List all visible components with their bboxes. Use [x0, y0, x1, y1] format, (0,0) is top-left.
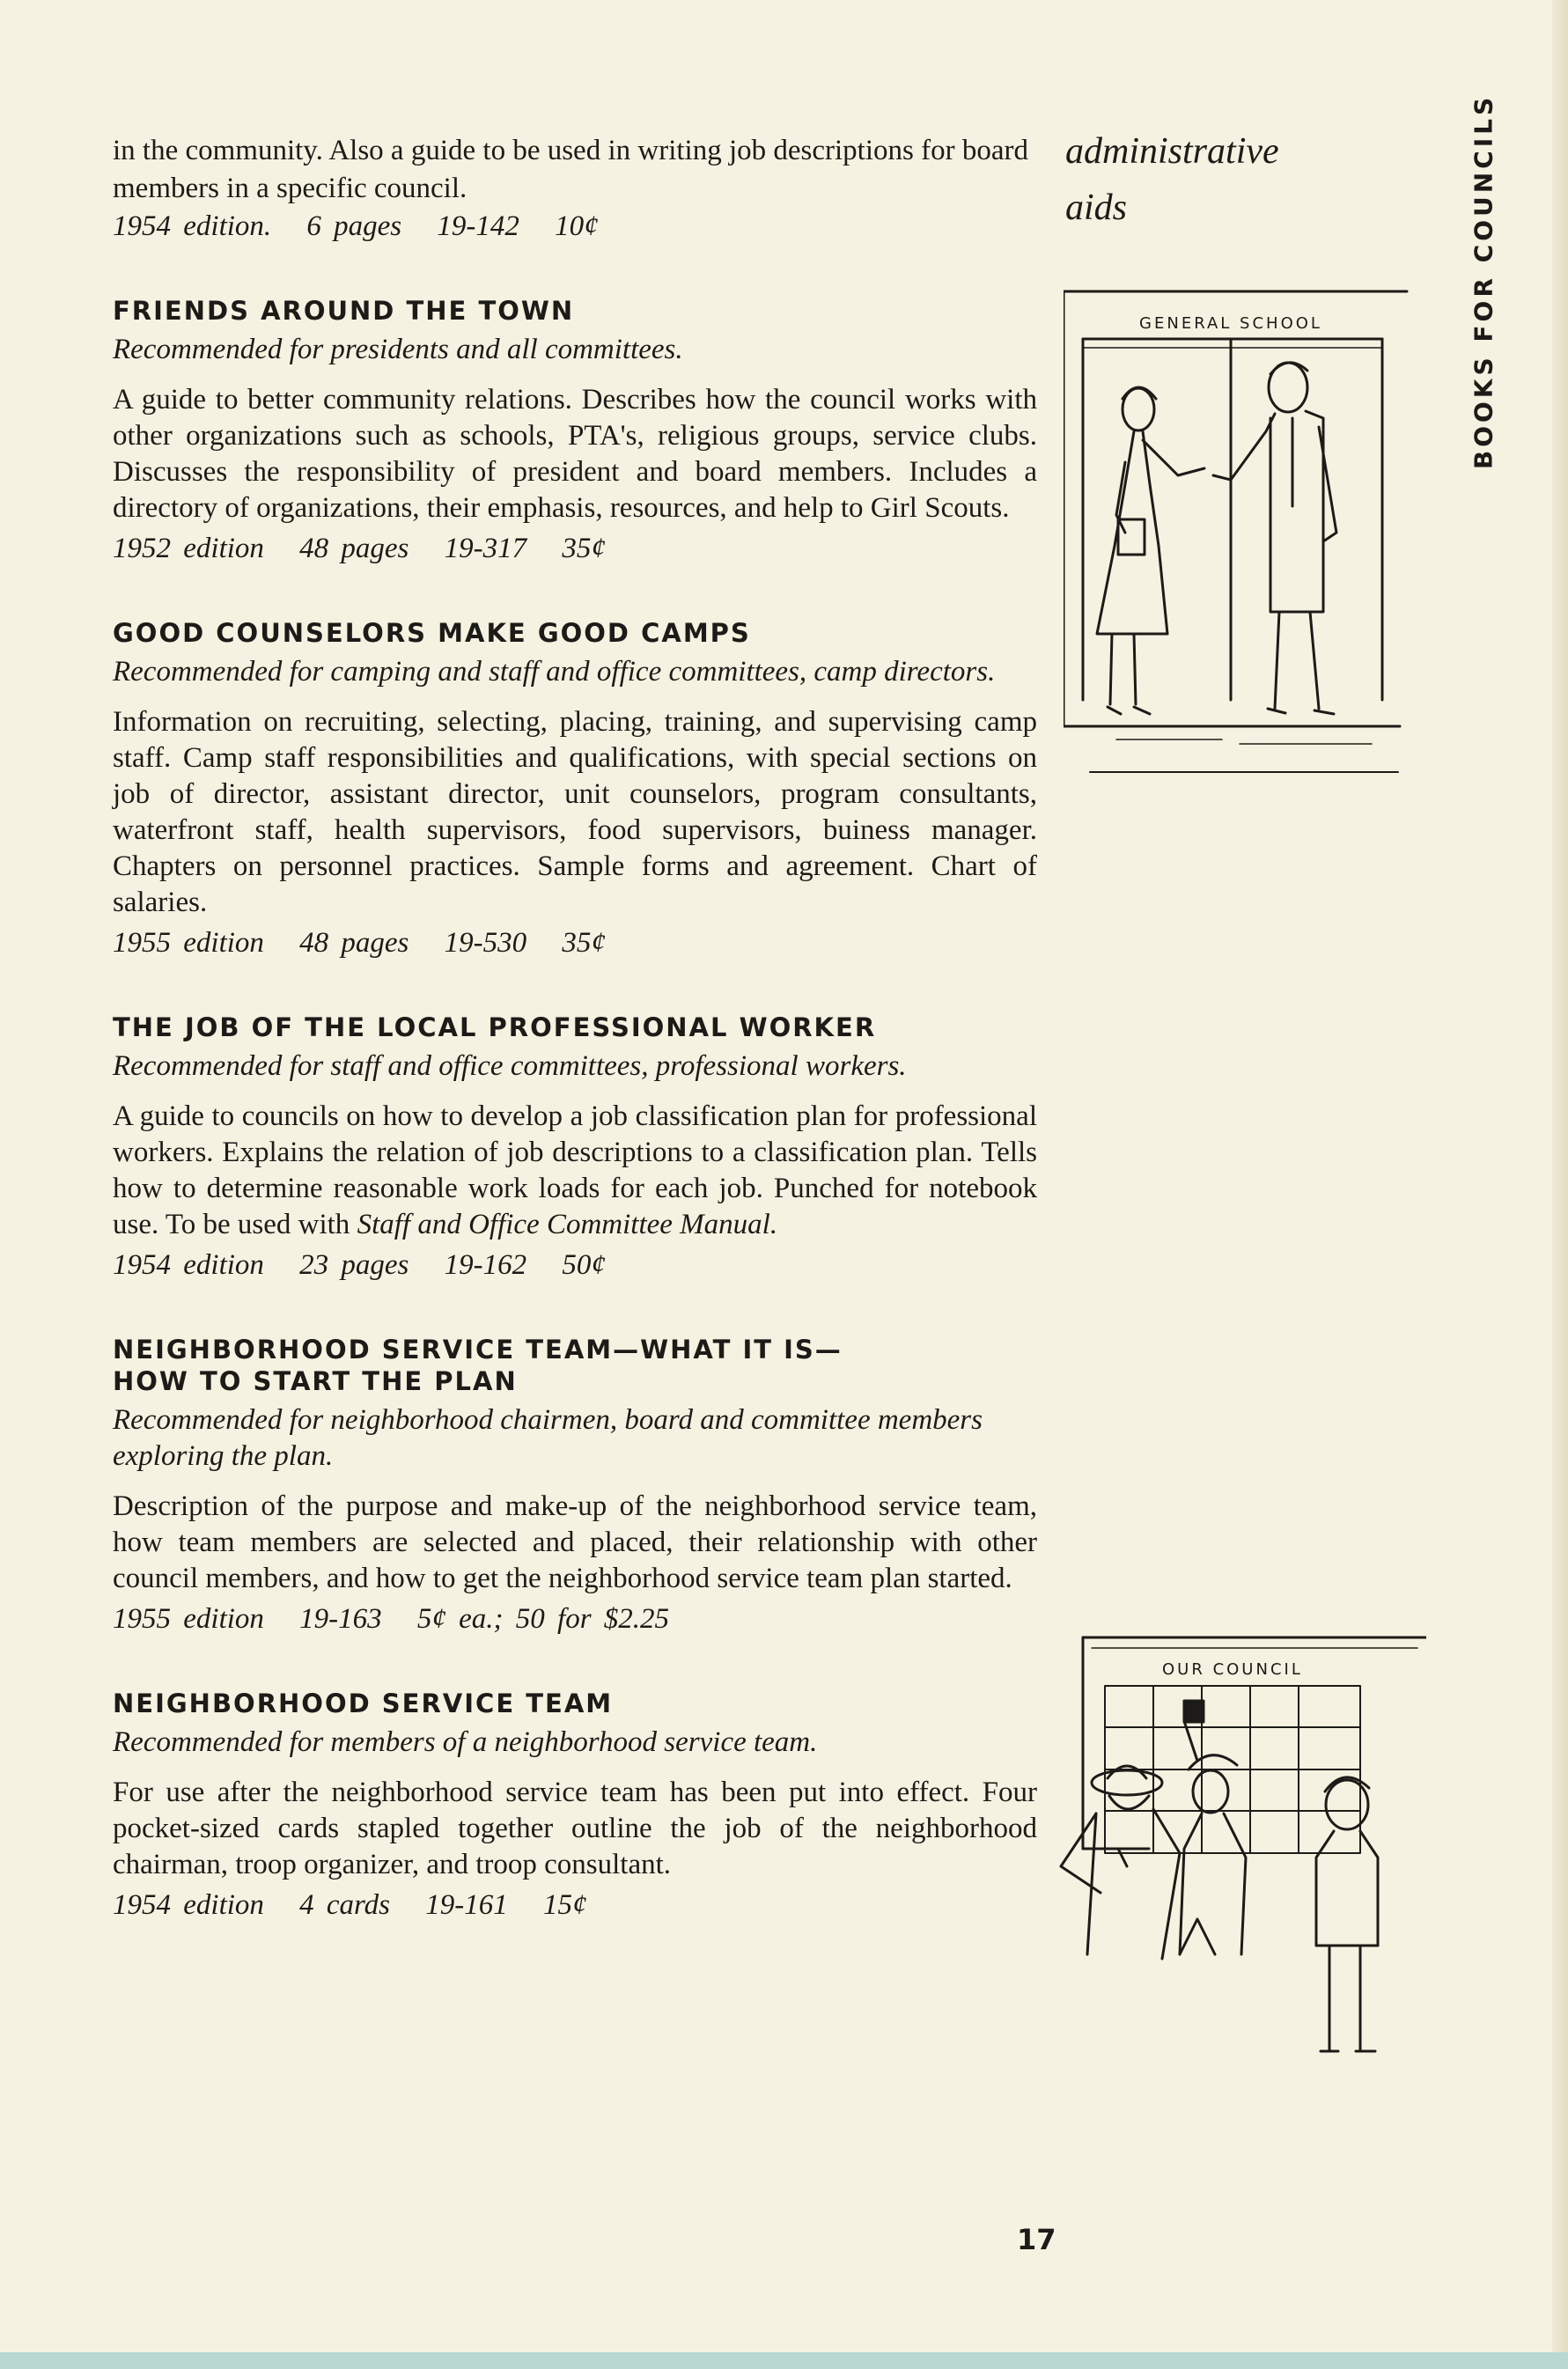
main-column: [113, 132, 1037, 1924]
edition: 1952 edition: [113, 533, 264, 564]
entry-title: FRIENDS AROUND THE TOWN: [113, 296, 575, 326]
entry-meta: [113, 924, 1037, 962]
intro-meta: [113, 208, 1037, 246]
book-entry: [113, 1688, 1037, 1924]
page-count: 48 pages: [299, 927, 409, 959]
catalog-code: 19-163: [299, 1603, 382, 1635]
entry-meta: [113, 1887, 1037, 1924]
entry-title: NEIGHBORHOOD SERVICE TEAM: [113, 1688, 614, 1718]
entry-description: Description of the purpose and make-up of the neighborhood service team, how team members are selected and placed, their relationship with other council members, and how to get the neighborhood service team plan started.: [113, 1490, 1037, 1594]
council-board-illustration: [1056, 1620, 1426, 2113]
book-entry: [113, 1012, 1037, 1284]
svg-text:OUR COUNCIL: OUR COUNCIL: [1162, 1660, 1303, 1679]
price: 10¢: [555, 210, 599, 242]
price: 35¢: [562, 533, 606, 564]
entry-recommended: Recommended for camping and staff and office committees, camp directors.: [113, 656, 996, 688]
entry-recommended: Recommended for staff and office committees, professional workers.: [113, 1050, 907, 1082]
intro-continuation: [113, 132, 1037, 246]
entry-description-text: A guide to councils on how to develop a job classification plan for professional workers. Explains the relation of job descriptions to a classification plan. Tells how to determine reasonable work loads for each job. Punched for notebook use. To be used with: [113, 1100, 1037, 1240]
intro-text: in the community. Also a guide to be used in writing job descriptions for board members in a specific council.: [113, 135, 1028, 204]
svg-text:GENERAL SCHOOL: GENERAL SCHOOL: [1139, 314, 1322, 333]
page-count: 23 pages: [299, 1249, 409, 1281]
entry-title: [113, 1334, 1037, 1397]
entry-recommended: Recommended for neighborhood chairmen, board and committee members exploring the plan.: [113, 1404, 983, 1472]
catalog-code: 19-162: [444, 1249, 527, 1281]
handshake-illustration: [1064, 286, 1416, 779]
page-edge: [1552, 0, 1568, 2369]
edition: 1954 edition.: [113, 210, 272, 242]
entry-description: Information on recruiting, selecting, placing, training, and supervising camp staff. Camp staff responsibilities and qualifications, with special sections on job of director, assistant director, unit counselors, program consultants, waterfront staff, health supervisors, food supervisors, buiness manager. Chapters on personnel practices. Sample forms and agreement. Chart of salaries.: [113, 706, 1037, 918]
price: 15¢: [543, 1889, 587, 1921]
edition: 1954 edition: [113, 1249, 264, 1281]
entry-description: A guide to better community relations. Describes how the council works with other organizations such as schools, PTA's, religious groups, service clubs. Discusses the responsibility of president and board members. Includes a directory of organizations, their emphasis, resources, and help to Girl Scouts.: [113, 384, 1037, 524]
catalog-code: 19-161: [425, 1889, 508, 1921]
chapter-tab-label: BOOKS FOR COUNCILS: [1469, 93, 1498, 470]
edition: 1954 edition: [113, 1889, 264, 1921]
section-heading-line2: aids: [1065, 188, 1128, 228]
page-count: 48 pages: [299, 533, 409, 564]
entry-meta: [113, 1600, 1037, 1638]
entry-recommended: Recommended for members of a neighborhood service team.: [113, 1726, 818, 1758]
entry-title: GOOD COUNSELORS MAKE GOOD CAMPS: [113, 618, 751, 648]
book-entry: [113, 295, 1037, 568]
page-number: 17: [1017, 2223, 1056, 2256]
entry-meta: [113, 1247, 1037, 1284]
catalog-code: 19-530: [444, 927, 527, 959]
entry-title-line1: NEIGHBORHOOD SERVICE TEAM—WHAT IT IS—: [113, 1335, 843, 1365]
book-entry: [113, 1334, 1037, 1638]
price: 35¢: [562, 927, 606, 959]
price: 50¢: [562, 1249, 606, 1281]
chapter-tab: [1457, 93, 1510, 470]
book-entry: [113, 617, 1037, 962]
price: 5¢ ea.; 50 for $2.25: [416, 1603, 670, 1635]
edition: 1955 edition: [113, 1603, 264, 1635]
section-heading-line1: administrative: [1065, 131, 1279, 172]
page-bottom-edge: [0, 2352, 1568, 2369]
entry-title: THE JOB OF THE LOCAL PROFESSIONAL WORKER: [113, 1012, 877, 1042]
catalog-code: 19-142: [437, 210, 519, 242]
manual-title: Staff and Office Committee Manual.: [357, 1209, 778, 1240]
entry-recommended: Recommended for presidents and all committees.: [113, 334, 683, 365]
section-heading: [1065, 123, 1356, 236]
page-count: 6 pages: [306, 210, 402, 242]
entry-description: For use after the neighborhood service team has been put into effect. Four pocket-sized cards stapled together outline the job of the neighborhood chairman, troop organizer, and troop consultant.: [113, 1777, 1037, 1880]
entry-description: [113, 1099, 1037, 1243]
page-count: 4 cards: [299, 1889, 391, 1921]
catalog-code: 19-317: [444, 533, 527, 564]
entry-title-line2: HOW TO START THE PLAN: [113, 1366, 518, 1396]
edition: 1955 edition: [113, 927, 264, 959]
entry-meta: [113, 530, 1037, 568]
